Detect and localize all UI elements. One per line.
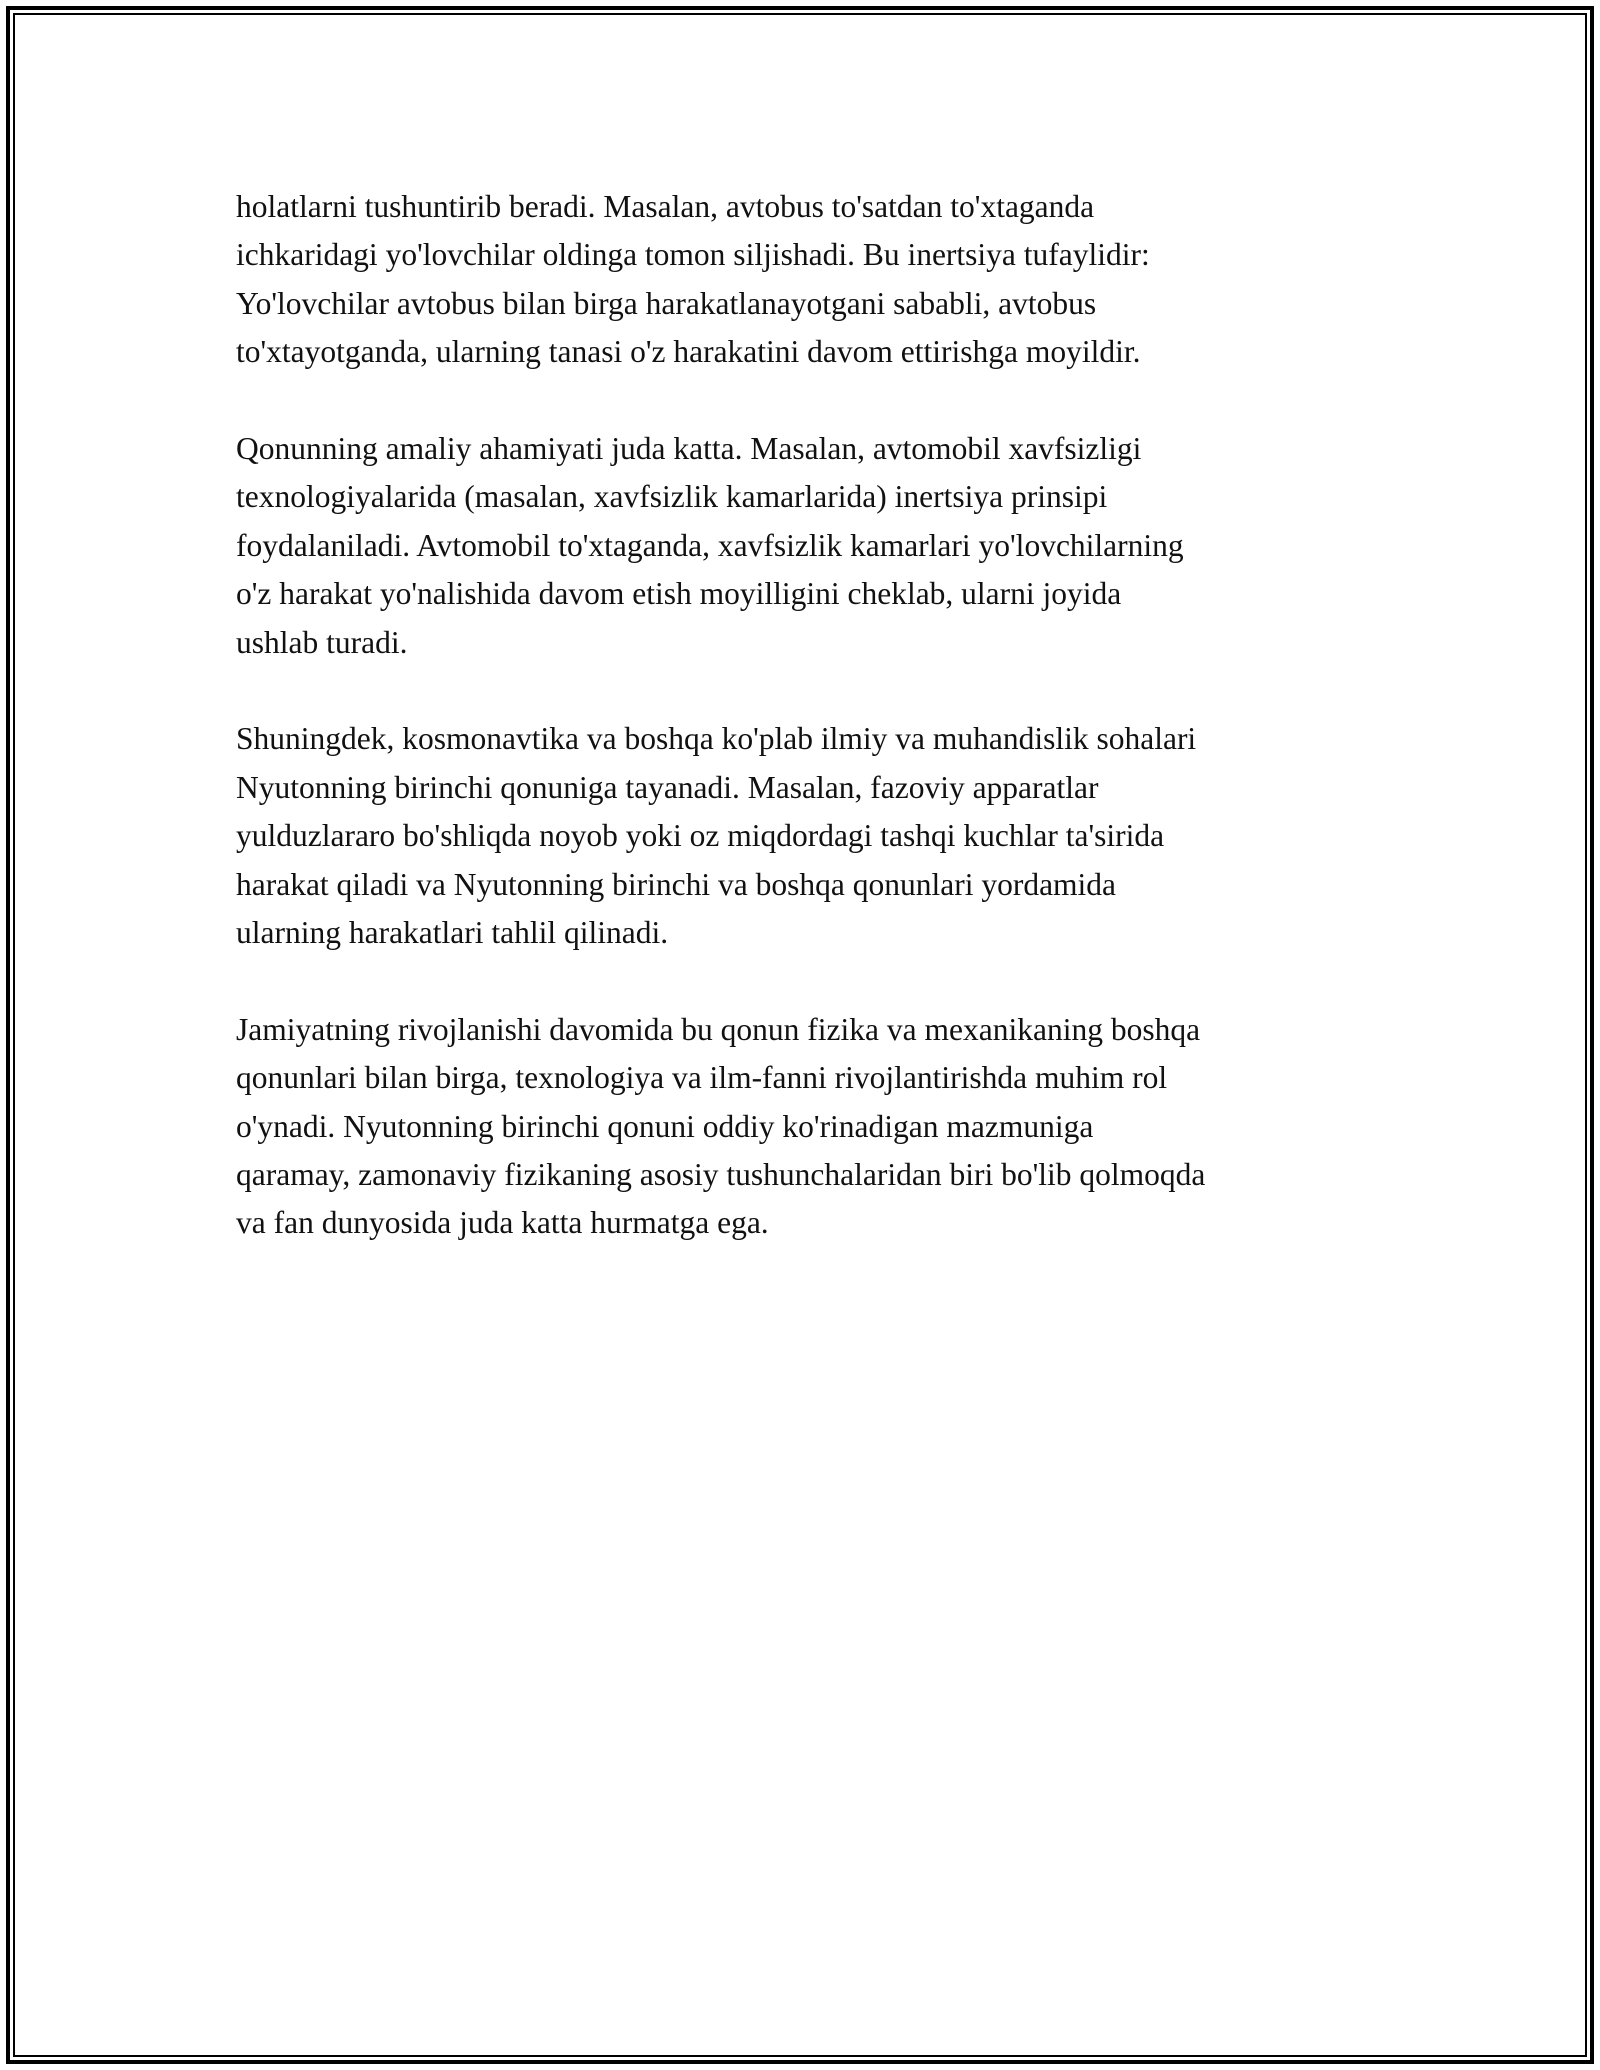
text-line: Jamiyatning rivojlanishi davomida bu qonun fizika va mexanikaning boshqa	[236, 1011, 1201, 1047]
text-line: texnologiyalarida (masalan, xavfsizlik kamarlarida) inertsiya prinsipi	[236, 479, 1108, 515]
paragraph-1	[236, 183, 1386, 377]
text-line: qaramay, zamonaviy fizikaning asosiy tushunchalaridan biri bo'lib qolmoqda	[236, 1157, 1206, 1193]
text-line: ularning harakatlari tahlil qilinadi.	[236, 915, 669, 951]
paragraph-4	[236, 1006, 1386, 1248]
paragraph-3	[236, 715, 1386, 957]
text-line: ichkaridagi yo'lovchilar oldinga tomon siljishadi. Bu inertsiya tufaylidir:	[236, 237, 1150, 273]
text-line: foydalaniladi. Avtomobil to'xtaganda, xavfsizlik kamarlari yo'lovchilarning	[236, 527, 1184, 563]
text-line: va fan dunyosida juda katta hurmatga ega.	[236, 1205, 769, 1241]
text-line: to'xtayotganda, ularning tanasi o'z harakatini davom ettirishga moyildir.	[236, 334, 1141, 370]
text-line: Yo'lovchilar avtobus bilan birga harakatlanayotgani sababli, avtobus	[236, 285, 1097, 321]
text-line: ushlab turadi.	[236, 624, 408, 660]
text-line: harakat qiladi va Nyutonning birinchi va boshqa qonunlari yordamida	[236, 866, 1117, 902]
text-line: o'ynadi. Nyutonning birinchi qonuni oddiy ko'rinadigan mazmuniga	[236, 1108, 1094, 1144]
text-line: Shuningdek, kosmonavtika va boshqa ko'plab ilmiy va muhandislik sohalari	[236, 721, 1197, 757]
text-line: qonunlari bilan birga, texnologiya va ilm-fanni rivojlantirishda muhim rol	[236, 1060, 1168, 1096]
text-line: holatlarni tushuntirib beradi. Masalan, avtobus to'satdan to'xtaganda	[236, 189, 1095, 224]
text-line: Nyutonning birinchi qonuniga tayanadi. Masalan, fazoviy apparatlar	[236, 769, 1099, 805]
paragraph-2	[236, 425, 1386, 667]
text-line: o'z harakat yo'nalishida davom etish moyilligini cheklab, ularni joyida	[236, 576, 1122, 612]
document-body	[236, 183, 1386, 1296]
text-line: Qonunning amaliy ahamiyati juda katta. Masalan, avtomobil xavfsizligi	[236, 431, 1142, 467]
text-line: yulduzlararo bo'shliqda noyob yoki oz miqdordagi tashqi kuchlar ta'sirida	[236, 818, 1165, 854]
